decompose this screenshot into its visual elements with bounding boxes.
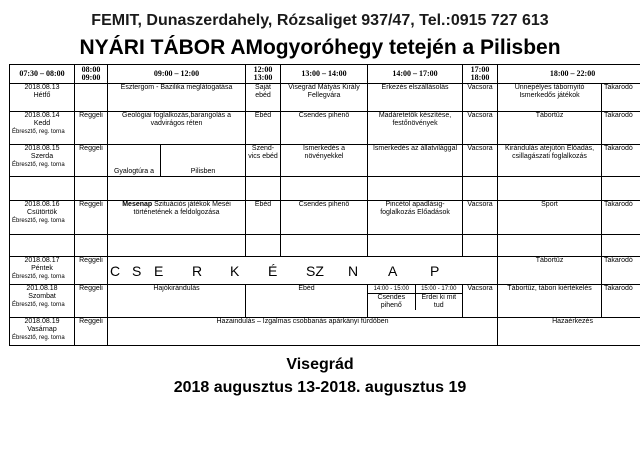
cell: Vacsora: [463, 285, 498, 318]
col-header: 17:00 18:00: [463, 65, 498, 84]
col-header: 14:00 – 17:00: [368, 65, 463, 84]
cell: Hazaindulás – Izgalmas csobbanás apárkányi fürdőben: [108, 318, 498, 346]
cell: Ebéd: [246, 285, 368, 318]
cell: Tábortűz: [498, 112, 602, 145]
day-cell: 2018.08.14 Kedd Ébresztő, reg. torna: [10, 112, 75, 145]
cell: Pincétol apadlásig- foglalkozás Előadások: [368, 201, 463, 235]
cell: Takarodó: [602, 145, 640, 177]
cell: Sport: [498, 201, 602, 235]
cell: [368, 285, 463, 318]
footer-place: Visegrád: [286, 356, 354, 373]
saturday-split: [368, 285, 462, 310]
cell: [463, 177, 498, 201]
cell: [75, 84, 108, 112]
day-cell: 2018.08.15 Szerda Ébresztő, reg. torna: [10, 145, 75, 177]
cell: Ebéd: [246, 112, 281, 145]
cell: [108, 177, 246, 201]
cell: Reggeli: [75, 145, 108, 177]
cell: Takarodó: [602, 201, 640, 235]
cell: [498, 177, 602, 201]
cell: [602, 235, 640, 257]
day-row: [10, 318, 640, 346]
cell: Ismerkedés az állatvilággal: [368, 145, 463, 177]
cell: Csendes pihenő: [281, 112, 368, 145]
cell: Vacsora: [463, 201, 498, 235]
day-cell: 2018.08.13 Hétfő: [10, 84, 75, 112]
cell: [10, 177, 75, 201]
cell: [368, 235, 463, 257]
cell: Hazaérkezés: [498, 318, 640, 346]
day-cell: 201.08.18 Szombat Ébresztő, reg. torna: [10, 285, 75, 318]
footer-dates: 2018 augusztus 13-2018. augusztus 19: [173, 379, 467, 396]
cell: Érkezés elszállásolás: [368, 84, 463, 112]
mesenap-text: Szituációs játékok Meséi történetének a feldolgozása: [133, 201, 231, 216]
cell: [10, 235, 75, 257]
cell: [108, 235, 246, 257]
cell: [246, 177, 281, 201]
cell: [463, 235, 498, 257]
cell: Csendes pihenő: [368, 294, 415, 311]
cell: Erdei ki mit tud: [421, 294, 457, 309]
col-header: 12:00 13:00: [246, 65, 281, 84]
cell: [281, 235, 368, 257]
cell: 15:00 - 17:00: [415, 285, 462, 294]
cell: Vacsora: [463, 145, 498, 177]
cell: [602, 177, 640, 201]
day-cell: 2018.08.19 Vasárnap Ébresztő, reg. torna: [10, 318, 75, 346]
header-row: [10, 65, 640, 84]
cell: Reggeli: [75, 285, 108, 318]
header-address: FEMIT, Dunaszerdahely, Rózsaliget 937/47, Tel.:0915 727 613: [91, 12, 549, 29]
cell: Csendes pihenő: [281, 201, 368, 235]
cell: Ebéd: [246, 201, 281, 235]
day-row: [10, 145, 640, 177]
col-header: 18:00 – 22:00: [498, 65, 640, 84]
day-row: [10, 112, 640, 145]
header-title: NYÁRI TÁBOR AMogyoróhegy tetején a Pilisben: [79, 36, 561, 59]
csereknap-banner: C S E R K É SZ N A P: [108, 257, 498, 285]
cell: [281, 177, 368, 201]
cell: Hajókirándulás: [108, 285, 246, 318]
cell: Geológiai foglalkozás,barangolás a vadvirágos réten: [108, 112, 246, 145]
cell: Pilisben: [161, 145, 246, 177]
cell: Visegrád Mátyás Király Fellegvára: [281, 84, 368, 112]
col-header: 13:00 – 14:00: [281, 65, 368, 84]
mesenap-label: Mesenap: [122, 201, 153, 208]
cell: Ismerkedés a növényekkel: [281, 145, 368, 177]
col-header: 07:30 – 08:00: [10, 65, 75, 84]
day-row: [10, 285, 640, 318]
cell: Saját ebéd: [246, 84, 281, 112]
spacer-row: [10, 177, 640, 201]
cell: 14:00 - 15:00: [368, 285, 415, 294]
cell: Reggeli: [75, 201, 108, 235]
cell: Tábortűz: [498, 257, 602, 285]
day-cell: 2018.08.16 Csütörtök Ébresztő, reg. torna: [10, 201, 75, 235]
cell: Reggeli: [75, 257, 108, 285]
spacer-row: [10, 235, 640, 257]
cell: Szend-vics ebéd: [246, 145, 281, 177]
cell: [75, 177, 108, 201]
day-row: [10, 201, 640, 235]
cell: Takarodó: [602, 257, 640, 285]
cell: Takarodó: [602, 112, 640, 145]
day-row: [10, 257, 640, 285]
cell: [498, 235, 602, 257]
cell: Vacsora: [463, 84, 498, 112]
col-header: 08:00 09:00: [75, 65, 108, 84]
cell: Reggeli: [75, 112, 108, 145]
cell: Esztergom - Bazilika meglátogatása: [108, 84, 246, 112]
cell: Madáretetők készítése, festőnövények: [368, 112, 463, 145]
col-header: 09:00 – 12:00: [108, 65, 246, 84]
cell: [75, 235, 108, 257]
cell: Kirándulás atejútón Előadás, csillagászati foglalkozás: [498, 145, 602, 177]
cell: [108, 201, 246, 235]
cell: Takarodó: [602, 84, 640, 112]
day-cell: 2018.08.17 Péntek Ébresztő, reg. torna: [10, 257, 75, 285]
cell: Tábortűz, tábori kiértékelés: [498, 285, 602, 318]
cell: Vacsora: [463, 112, 498, 145]
cell: Ünnepélyes tábornyitó Ismerkedős játékok: [498, 84, 602, 112]
cell: [368, 177, 463, 201]
cell: Gyalogtúra a: [108, 145, 161, 177]
day-row: [10, 84, 640, 112]
cell: [246, 235, 281, 257]
schedule-table: [9, 64, 640, 346]
cell: Reggeli: [75, 318, 108, 346]
cell: Takarodó: [602, 285, 640, 318]
